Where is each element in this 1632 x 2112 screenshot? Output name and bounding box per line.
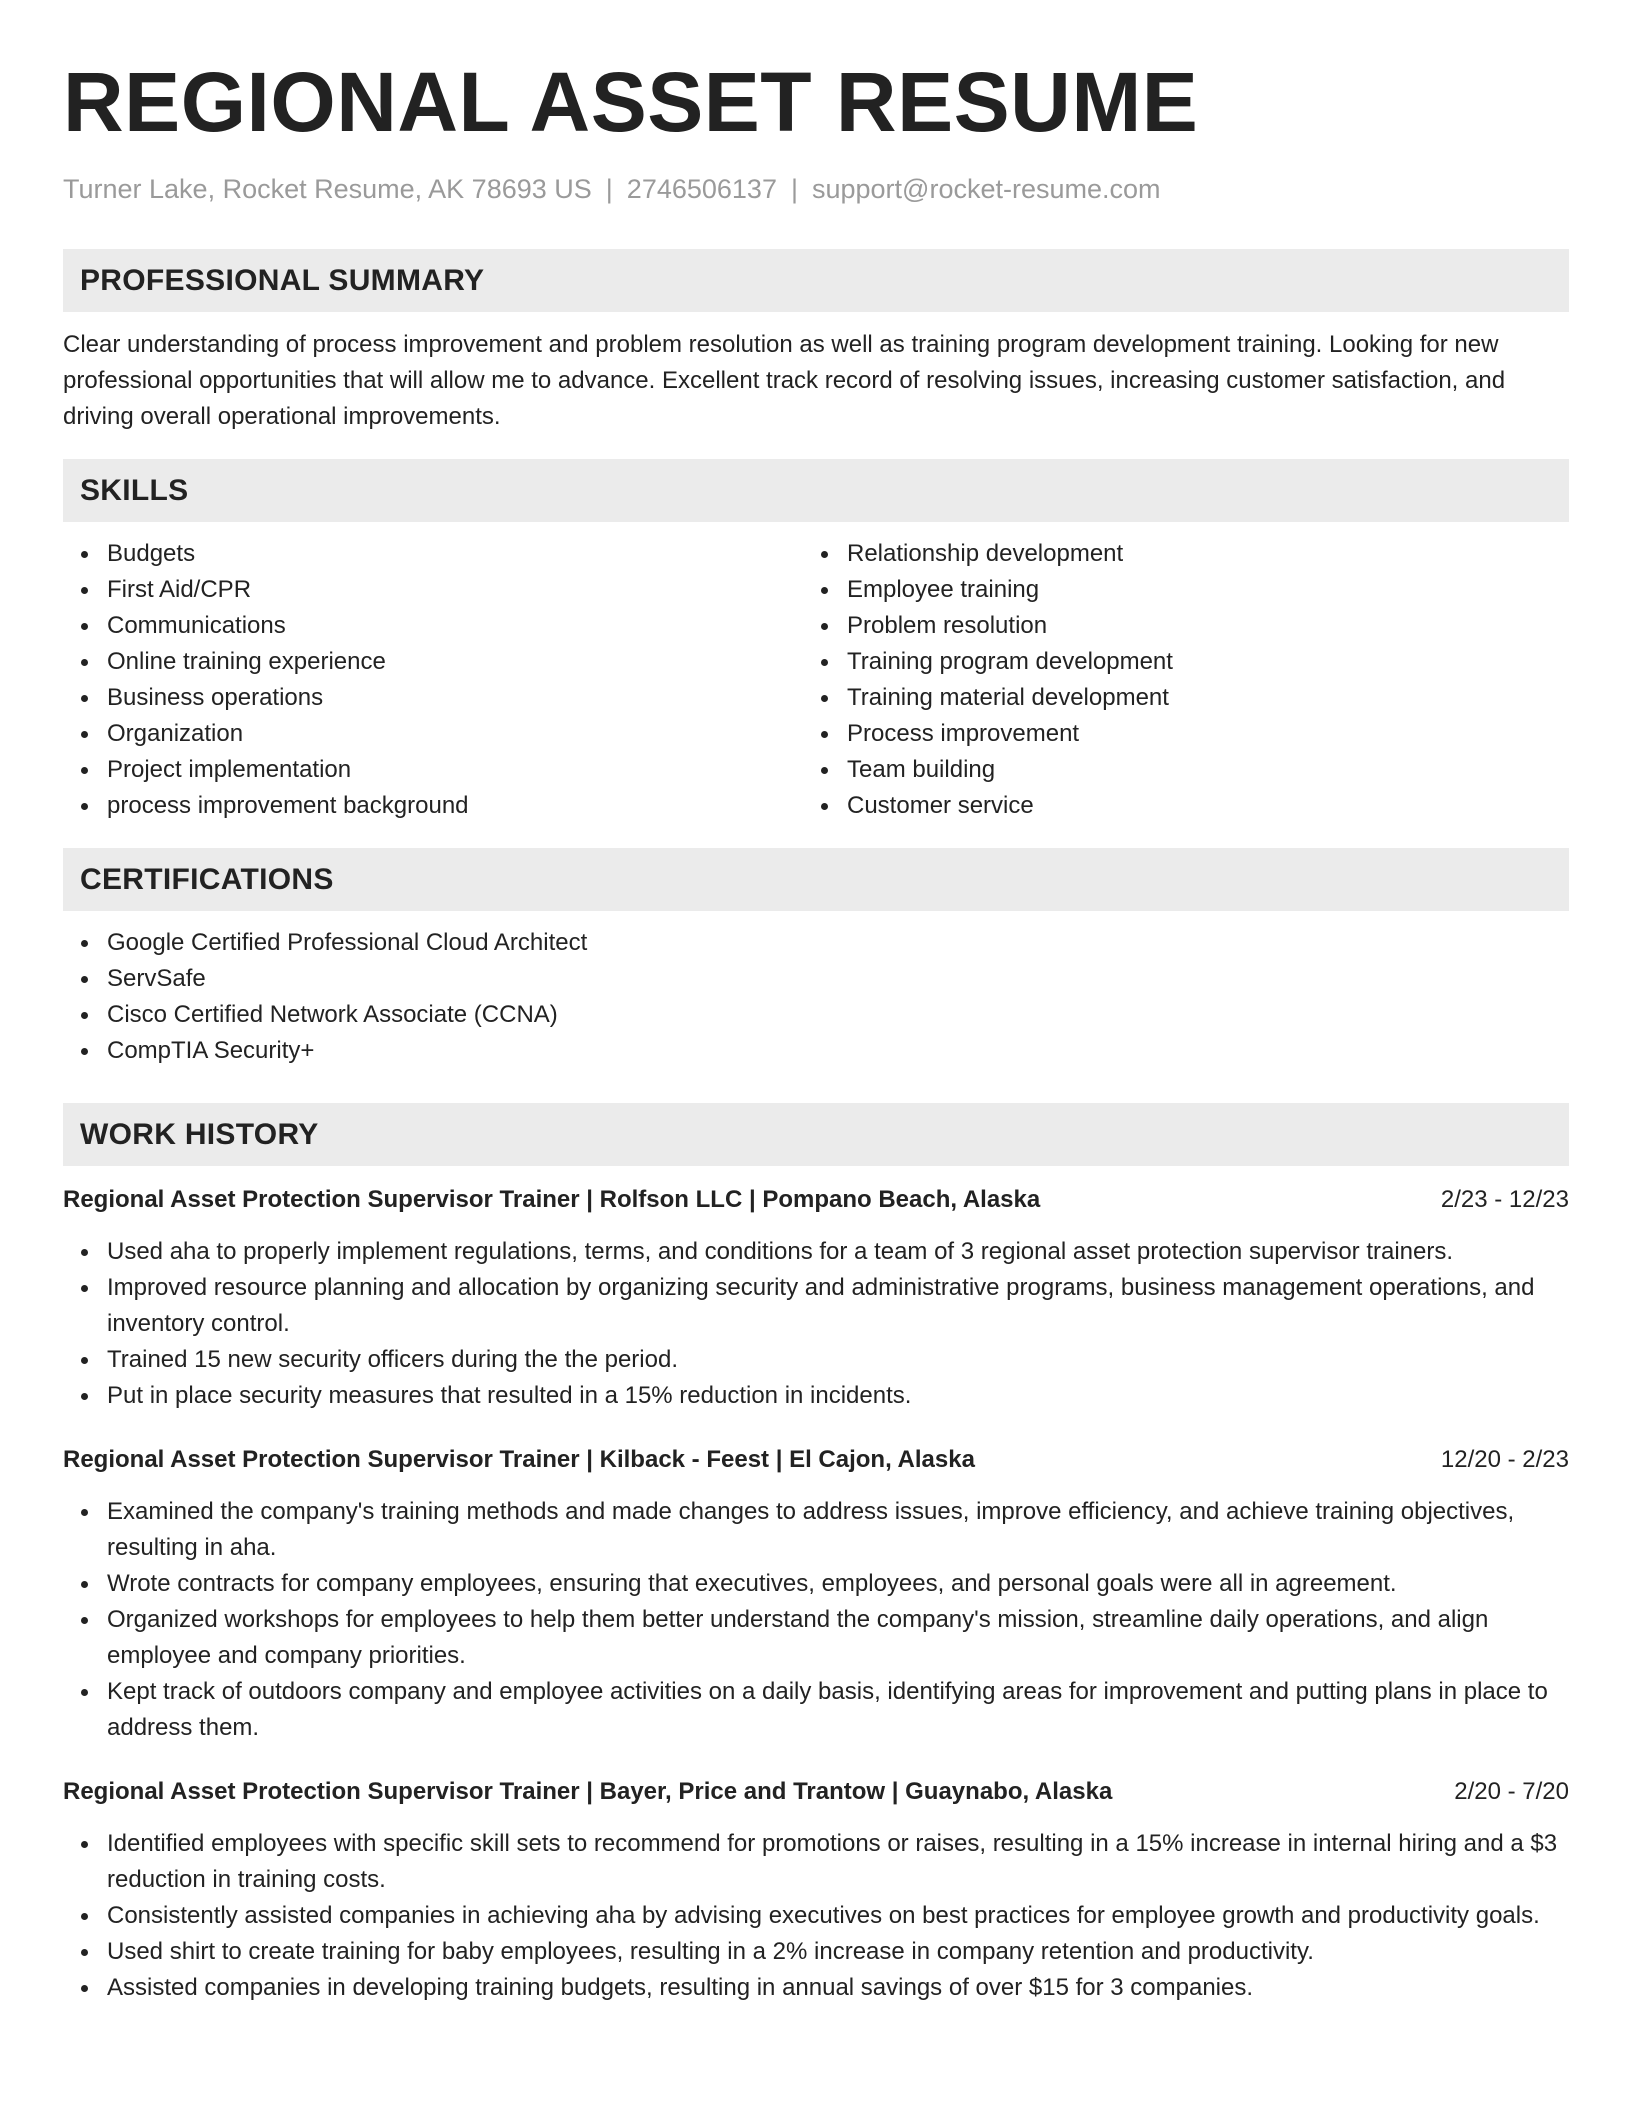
certification-item: Google Certified Professional Cloud Architect	[63, 925, 1569, 961]
skill-item: First Aid/CPR	[63, 572, 803, 608]
certifications-section	[63, 848, 1569, 1069]
skill-item: Process improvement	[803, 716, 1543, 752]
job-dates: 2/20 - 7/20	[1454, 1778, 1569, 1805]
certifications-list	[63, 925, 1569, 1069]
job-dates: 2/23 - 12/23	[1440, 1186, 1569, 1213]
certifications-heading: CERTIFICATIONS	[63, 848, 1569, 911]
job-entry	[63, 1774, 1569, 2006]
certification-item: ServSafe	[63, 961, 1569, 997]
job-bullet: Organized workshops for employees to help them better understand the company's mission, streamline daily operations, and align employee and company priorities.	[63, 1602, 1569, 1674]
job-header	[63, 1442, 1569, 1478]
job-header	[63, 1182, 1569, 1218]
contact-line	[63, 172, 1569, 206]
skill-item: Budgets	[63, 536, 803, 572]
job-bullets	[63, 1234, 1569, 1414]
skills-grid	[63, 536, 1569, 824]
certification-item: CompTIA Security+	[63, 1033, 1569, 1069]
summary-section	[63, 249, 1569, 435]
skill-item: Team building	[803, 752, 1543, 788]
skill-item: Training program development	[803, 644, 1543, 680]
job-bullet: Consistently assisted companies in achieving aha by advising executives on best practices for employee growth and productivity goals.	[63, 1898, 1569, 1934]
skill-item: Customer service	[803, 788, 1543, 824]
contact-email: support@rocket-resume.com	[811, 174, 1161, 204]
work-history-heading: WORK HISTORY	[63, 1103, 1569, 1166]
skill-item: process improvement background	[63, 788, 803, 824]
job-bullet: Kept track of outdoors company and employee activities on a daily basis, identifying areas for improvement and putting plans in place to address them.	[63, 1674, 1569, 1746]
skills-heading: SKILLS	[63, 459, 1569, 522]
summary-heading: PROFESSIONAL SUMMARY	[63, 249, 1569, 312]
skills-left-list	[63, 536, 803, 824]
contact-separator: |	[605, 174, 613, 204]
job-bullets	[63, 1826, 1569, 2006]
skill-item: Employee training	[803, 572, 1543, 608]
resume-title: REGIONAL ASSET RESUME	[63, 55, 1199, 149]
job-entry	[63, 1182, 1569, 1414]
work-history-section	[63, 1103, 1569, 2006]
contact-separator: |	[790, 174, 798, 204]
job-bullet: Put in place security measures that resulted in a 15% reduction in incidents.	[63, 1378, 1569, 1414]
contact-phone: 2746506137	[626, 174, 777, 204]
skill-item: Training material development	[803, 680, 1543, 716]
job-bullet: Wrote contracts for company employees, ensuring that executives, employees, and personal goals were all in agreement.	[63, 1566, 1569, 1602]
job-entry	[63, 1442, 1569, 1746]
skills-section	[63, 459, 1569, 824]
skills-right-list	[803, 536, 1543, 824]
job-title: Regional Asset Protection Supervisor Trainer | Kilback - Feest | El Cajon, Alaska	[63, 1446, 975, 1473]
job-bullets	[63, 1494, 1569, 1746]
skill-item: Organization	[63, 716, 803, 752]
skill-item: Business operations	[63, 680, 803, 716]
job-bullet: Used shirt to create training for baby employees, resulting in a 2% increase in company retention and productivity.	[63, 1934, 1569, 1970]
skill-item: Relationship development	[803, 536, 1543, 572]
job-header	[63, 1774, 1569, 1810]
job-bullet: Improved resource planning and allocation by organizing security and administrative programs, business management operations, and inventory control.	[63, 1270, 1569, 1342]
job-dates: 12/20 - 2/23	[1440, 1446, 1569, 1473]
contact-address: Turner Lake, Rocket Resume, AK 78693 US	[63, 174, 592, 204]
job-bullet: Assisted companies in developing training budgets, resulting in annual savings of over $15 for 3 companies.	[63, 1970, 1569, 2006]
skill-item: Project implementation	[63, 752, 803, 788]
job-title: Regional Asset Protection Supervisor Trainer | Rolfson LLC | Pompano Beach, Alaska	[63, 1186, 1041, 1213]
job-title: Regional Asset Protection Supervisor Trainer | Bayer, Price and Trantow | Guaynabo, Alaska	[63, 1778, 1113, 1805]
skill-item: Problem resolution	[803, 608, 1543, 644]
summary-text: Clear understanding of process improvement and problem resolution as well as training program development training. Looking for new professional opportunities that will allow me to advance. Excellent track record of resolving issues, increasing customer satisfaction, and driving overall operational improvements.	[63, 331, 1506, 430]
skill-item: Communications	[63, 608, 803, 644]
skill-item: Online training experience	[63, 644, 803, 680]
job-bullet: Examined the company's training methods and made changes to address issues, improve efficiency, and achieve training objectives, resulting in aha.	[63, 1494, 1569, 1566]
job-bullet: Identified employees with specific skill sets to recommend for promotions or raises, resulting in a 15% increase in internal hiring and a $3 reduction in training costs.	[63, 1826, 1569, 1898]
job-bullet: Used aha to properly implement regulations, terms, and conditions for a team of 3 regional asset protection supervisor trainers.	[63, 1234, 1569, 1270]
job-bullet: Trained 15 new security officers during the the period.	[63, 1342, 1569, 1378]
certification-item: Cisco Certified Network Associate (CCNA)	[63, 997, 1569, 1033]
